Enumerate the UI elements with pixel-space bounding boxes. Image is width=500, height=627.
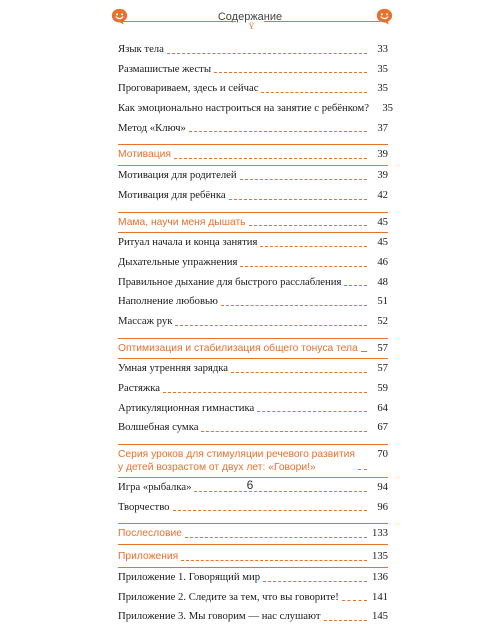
toc-entry[interactable]: Приложение 3. Мы говорим — нас слушают 145 [118,610,388,623]
toc-entry[interactable]: Размашистые жесты 35 [118,62,388,75]
toc-section-heading[interactable]: Приложения 135 [118,547,388,568]
toc-entry[interactable]: Проговариваем, здесь и сейчас 35 [118,82,388,95]
toc-entry[interactable]: Наполнение любовью 51 [118,295,388,308]
toc-section-heading[interactable]: Мама, научи меня дышать 45 [118,212,388,234]
toc-entry[interactable]: Артикуляционная гимнастика 64 [118,401,388,414]
page-header-title: Содержание [217,11,283,23]
toc-entry[interactable]: Ритуал начала и конца занятия 45 [118,236,388,249]
toc-section-heading[interactable]: Мотивация 39 [118,144,388,166]
toc-entry[interactable]: Творчество 96 [118,500,388,513]
page-number: 6 [246,478,254,492]
toc-entry[interactable]: Приложение 2. Следите за тем, что вы говорите! 141 [118,590,388,603]
header-rule-left [120,21,236,22]
toc-entry[interactable]: Волшебная сумка 67 [118,421,388,434]
header-rule-right [264,21,380,22]
toc-entry[interactable]: Как эмоционально настроиться на занятие с ребёнком? 35 [118,102,394,115]
toc-entry[interactable]: Дыхательные упражнения 46 [118,255,388,268]
toc-entry[interactable]: Массаж рук 52 [118,314,388,327]
toc-entry[interactable]: Умная утренняя зарядка 57 [118,362,388,375]
toc-entry[interactable]: Язык тела 33 [118,43,388,55]
toc-section-heading[interactable]: Серия уроков для стимуляции речевого развития у детей возрастом от двух лет: «Говори!» 70 [118,444,388,478]
toc-entry[interactable]: Растяжка 59 [118,382,388,394]
toc-section-heading[interactable]: Оптимизация и стабилизация общего тонуса тела 57 [118,338,388,360]
toc-section-heading[interactable]: Послесловие 133 [118,523,388,545]
toc-entry[interactable]: Правильное дыхание для быстрого расслабления 48 [118,275,388,288]
table-of-contents [118,40,394,627]
toc-entry[interactable]: Метод «Ключ» 37 [118,121,388,134]
header-ornament-icon: Ÿ [248,22,255,31]
toc-entry[interactable]: Мотивация для родителей 39 [118,169,388,182]
toc-entry[interactable]: Игра «рыбалка» 94 [118,481,388,494]
toc-entry[interactable]: Приложение 1. Говорящий мир 136 [118,570,388,583]
toc-entry[interactable]: Мотивация для ребёнка 42 [118,188,388,201]
